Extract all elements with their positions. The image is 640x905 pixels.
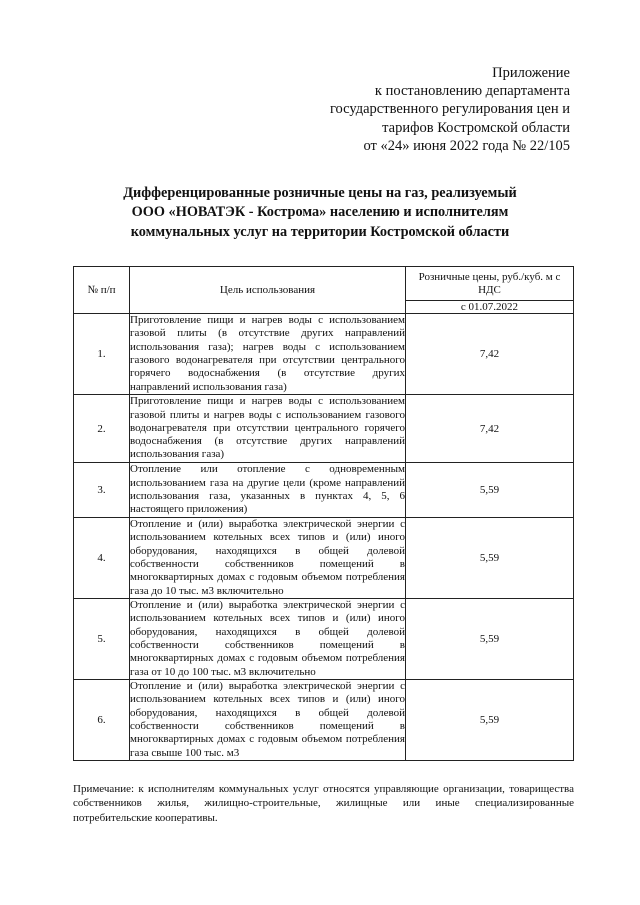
document-title bbox=[60, 184, 580, 242]
table-row bbox=[74, 518, 574, 599]
title-line: Дифференцированные розничные цены на газ, реализуемый bbox=[123, 185, 517, 201]
price-table bbox=[73, 266, 574, 761]
appendix-header bbox=[330, 64, 570, 155]
table-header-row bbox=[74, 267, 574, 301]
row-num: 2. bbox=[74, 395, 130, 463]
row-num: 4. bbox=[74, 518, 130, 599]
row-price: 5,59 bbox=[406, 463, 574, 518]
row-num: 5. bbox=[74, 599, 130, 680]
table-row bbox=[74, 314, 574, 395]
row-purpose: Приготовление пищи и нагрев воды с использованием газовой плиты (в отсутствие других направлений использования газа); нагрев воды с использованием газового водонагревателя при отсутствии центрального горячего водоснабжения (в отсутствие других направлений использования газа) bbox=[130, 314, 405, 393]
row-purpose: Отопление и (или) выработка электрической энергии с использованием котельных всех типов и (или) иного оборудования, находящихся в общей долевой собственности собственников помещений в многоквартирных домах с годовым объемом потребления газа до 10 тыс. м3 включительно bbox=[130, 518, 405, 597]
table-row bbox=[74, 599, 574, 680]
row-purpose: Приготовление пищи и нагрев воды с использованием газовой плиты и нагрев воды с использованием газового водонагревателя при отсутствии центрального горячего водоснабжения (в отсутствие других направлений использования газа) bbox=[130, 395, 406, 463]
title-line: ООО «НОВАТЭК - Кострома» населению и исполнителям bbox=[131, 204, 509, 221]
row-num: 6. bbox=[74, 680, 130, 761]
row-num: 3. bbox=[74, 463, 130, 518]
appendix-line: государственного регулирования цен и bbox=[329, 101, 570, 118]
row-price: 7,42 bbox=[406, 314, 574, 395]
row-price: 5,59 bbox=[406, 518, 574, 599]
appendix-line: к постановлению департамента bbox=[374, 83, 570, 100]
header-num: № п/п bbox=[74, 267, 130, 314]
table-row bbox=[74, 680, 574, 761]
row-price: 5,59 bbox=[406, 599, 574, 680]
title-line: коммунальных услуг на территории Костромской области bbox=[130, 223, 510, 240]
header-purpose: Цель использования bbox=[130, 267, 406, 314]
appendix-line: Приложение bbox=[492, 65, 570, 81]
table-row bbox=[74, 395, 574, 463]
row-price: 7,42 bbox=[406, 395, 574, 463]
row-purpose: Отопление и (или) выработка электрической энергии с использованием котельных всех типов и (или) иного оборудования, находящихся в общей долевой собственности собственников помещений в многоквартирных домах с годовым объемом потребления газа от 10 до 100 тыс. м3 включительно bbox=[130, 599, 405, 678]
appendix-line: тарифов Костромской области bbox=[382, 119, 570, 136]
row-price: 5,59 bbox=[406, 680, 574, 761]
row-num: 1. bbox=[74, 314, 130, 395]
header-date: с 01.07.2022 bbox=[406, 301, 574, 314]
table-row bbox=[74, 463, 574, 518]
header-price: Розничные цены, руб./куб. м с НДС bbox=[406, 267, 574, 301]
footnote: Примечание: к исполнителям коммунальных услуг относятся управляющие организации, товарищества собственников жилья, жилищно-строительные, жилищные или иные специализированные потребительские кооперативы. bbox=[73, 783, 574, 824]
appendix-line: от «24» июня 2022 года № 22/105 bbox=[363, 137, 570, 154]
row-purpose: Отопление и (или) выработка электрической энергии с использованием котельных всех типов и (или) иного оборудования, находящихся в общей долевой собственности собственников помещений в многоквартирных домах с годовым объемом потребления газа свыше 100 тыс. м3 bbox=[130, 680, 405, 759]
row-purpose: Отопление или отопление с одновременным использованием газа на другие цели (кроме направлений использования газа, указанных в пунктах 4, 5, 6 настоящего приложения) bbox=[130, 463, 406, 518]
